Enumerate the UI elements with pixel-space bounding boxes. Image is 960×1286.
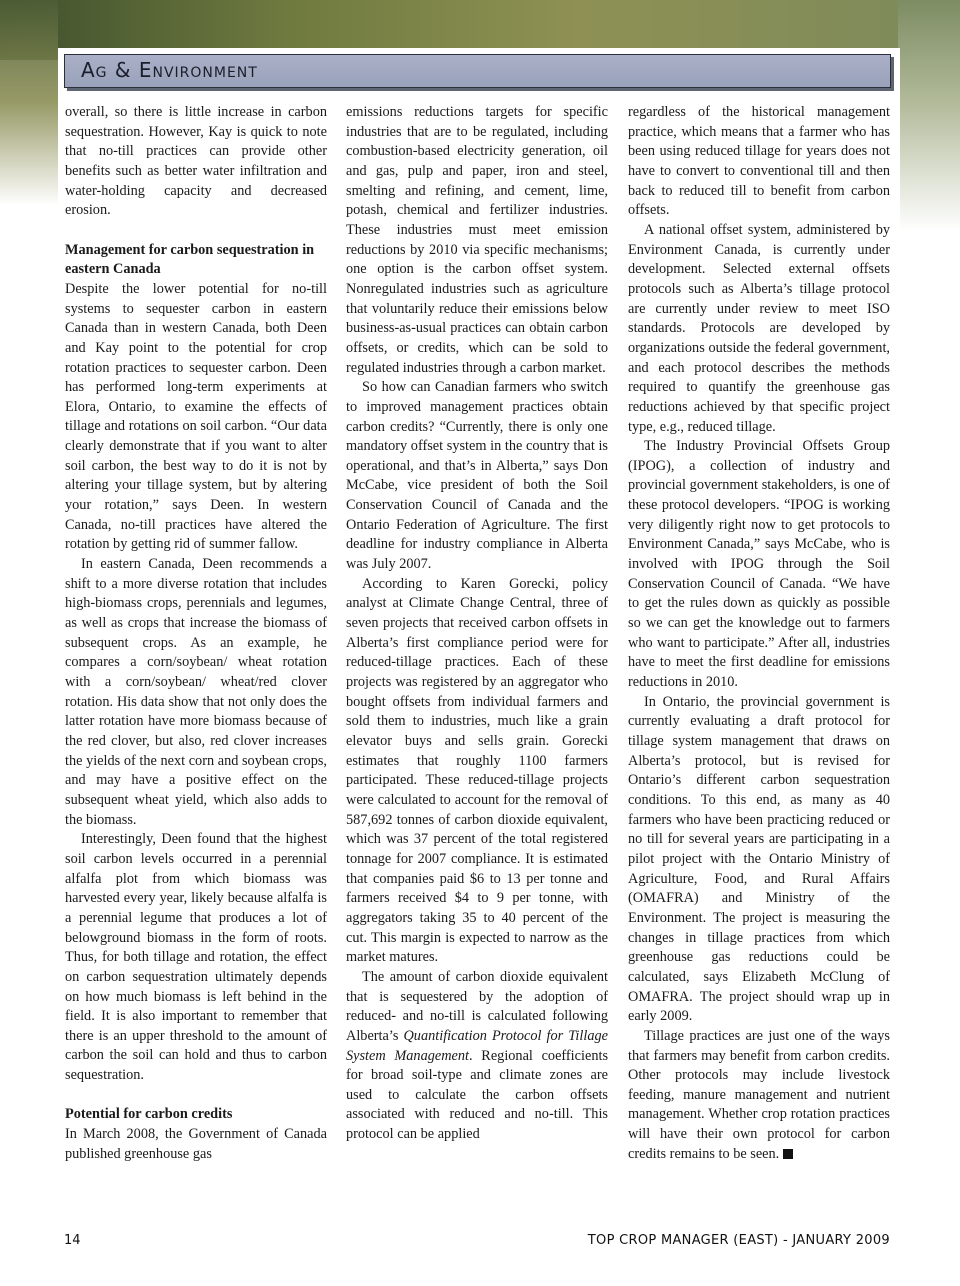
section-title: Ag & Environment xyxy=(81,58,258,82)
paragraph: In Ontario, the provincial government is currently evaluating a draft protocol for tillage system management that draws on Alberta’s protocol, but is revised for Ontario’s different carbon sequestration conditions. To this end, as many as 40 farmers who have been practicing reduced or no till for several years are participating in a pilot project with the Ontario Ministry of Agriculture, Food, and Rural Affairs (OMAFRA) and Ministry of the Environment. The project is measuring the changes in tillage practices from which greenhouse gas reductions could be calculated, says Elizabeth McClung of OMAFRA. The project should wrap up in early 2009. xyxy=(628,693,890,1025)
paragraph: overall, so there is little increase in carbon sequestration. However, Kay is quick to note that no-till practices can provide other benefits such as better water infiltration and water-holding capacity and decreased erosion. xyxy=(65,104,327,219)
publication-footer: TOP CROP MANAGER (EAST) - JANUARY 2009 xyxy=(587,1233,890,1248)
article-column-1 xyxy=(65,103,327,1164)
paragraph: So how can Canadian farmers who switch to improved management practices obtain carbon credits? “Currently, there is only one mandatory offset system in the country that is operational, and that’s in Alberta,” says Don McCabe, vice president of both the Soil Conservation Council of Canada and the Ontario Federation of Agriculture. The first deadline for industry compliance in Alberta was July 2007. xyxy=(346,379,608,573)
section-header-bar xyxy=(64,54,891,88)
paragraph: The Industry Provincial Offsets Group (IPOG), a collection of industry and provincial government stakeholders, is one of these protocol developers. “IPOG is working very diligently right now to get protocols to Environment Canada,” says McCabe, who is involved with IPOG through the Soil Conservation Council of Canada. “We have to get the rules down as quickly as possible so we can get the knowledge out to farmers who want to participate.” After all, industries have to meet the first deadline for emissions reductions in 2010. xyxy=(628,438,890,691)
text-run: Tillage practices are just one of the ways that farmers may benefit from carbon credits. Other protocols may include livestock feeding, manure management and nutrient management. Whether crop rotation practices will have their own protocol for carbon credits remains to be seen. xyxy=(628,1027,890,1162)
protocol-title: Quantification Protocol for Tillage System Management xyxy=(346,1027,608,1064)
paragraph: A national offset system, administered by Environment Canada, is currently under development. Selected external offsets protocols such as Alberta’s tillage protocol are currently under review to meet ISO standards. Protocols are developed by organizations outside the federal government, and each protocol describes the methods required to quantify the greenhouse gas reductions achieved by that specific project type, e.g., reduced tillage. xyxy=(628,221,890,435)
paragraph: Interestingly, Deen found that the highest soil carbon levels occurred in a perennial alfalfa plot from which biomass was harvested every year, likely because alfalfa is a perennial legume that produces a lot of belowground biomass in the form of roots. Thus, for both tillage and rotation, the effect on carbon sequestration ultimately depends on how much biomass is left behind in the field. It is also important to remember that there is an upper threshold to the amount of carbon the soil can hold and thus to carbon sequestration. xyxy=(65,831,327,1084)
paragraph xyxy=(346,968,608,1145)
paragraph: regardless of the historical management practice, which means that a farmer who has been using reduced tillage for years does not have to convert to conventional till and then back to reduced till to benefit from carbon offsets. xyxy=(628,104,890,219)
paragraph: Despite the lower potential for no-till systems to sequester carbon in eastern Canada than in western Canada, both Deen and Kay point to the potential for crop rotation practices to sequester carbon. Deen has performed long-term experiments at Elora, Ontario, to examine the effects of tillage and rotations on soil carbon. “Our data clearly demonstrate that if you want to alter soil carbon, the best way to do it is not by altering your tillage system, but by altering your rotation,” says Deen. In western Canada, no-till practices have altered the rotation by getting rid of summer fallow. xyxy=(65,280,327,553)
text-run: The amount of carbon dioxide equivalent that is sequestered by the adoption of reduced- and no-till is calculated following Alberta’s xyxy=(346,968,608,1044)
paragraph: emissions reductions targets for specific industries that are to be regulated, including combustion-based electricity generation, oil and gas, pulp and paper, iron and steel, smelting and refining, and cement, lime, potash, chemical and fertilizer industries. These industries must meet emission reductions by 2010 via specific mechanisms; one option is the carbon offset system. Nonregulated industries such as agriculture that voluntarily reduce their emissions below business-as-usual practices can obtain carbon offsets, or credits, which can be sold to regulated industries through a carbon market. xyxy=(346,104,608,376)
paragraph xyxy=(628,1027,890,1165)
page-number: 14 xyxy=(64,1233,81,1248)
right-background-photo xyxy=(898,0,960,1286)
paragraph: In eastern Canada, Deen recommends a shift to a more diverse rotation that includes high-biomass crops, perennials and legumes, as well as crops that increase the biomass of subsequent crops. As an example, he compares a corn/soybean/ wheat rotation with a corn/soybean/ wheat/red clover rotation. His data show that not only does the latter rotation have more biomass because of the red clover, but also, red clover increases the yields of the next corn and soybean crops, and may have a positive effect on the subsequent wheat yield, which also adds to the biomass. xyxy=(65,556,327,828)
paragraph: According to Karen Gorecki, policy analyst at Climate Change Central, three of seven projects that received carbon offsets in Alberta’s first compliance period were for reduced-tillage practices. Each of these projects was registered by an aggregator who bought offsets from individual farmers and sold them to industries, much like a grain elevator buys and sells grain. Gorecki estimates that roughly 1100 farmers participated. These reduced-tillage projects were calculated to account for the removal of 587,692 tonnes of carbon dioxide equivalent, which was 37 percent of the total registered tonnage for 2007 compliance. It is estimated that companies paid $6 to 13 per tonne and farmers received $4 to 9 per tonne, with aggregators taking 35 to 40 percent of the cut. This margin is expected to narrow as the market matures. xyxy=(346,575,608,966)
end-of-article-icon xyxy=(783,1149,793,1159)
paragraph: In March 2008, the Government of Canada published greenhouse gas xyxy=(65,1126,327,1162)
left-background-photo xyxy=(0,0,58,1286)
subheading-eastern-canada: Management for carbon sequestration in eastern Canada xyxy=(65,241,315,278)
article-column-3 xyxy=(628,103,890,1164)
subheading-carbon-credits: Potential for carbon credits xyxy=(65,1106,233,1123)
article-column-2 xyxy=(346,103,608,1145)
text-run: . Regional coefficients for broad soil-type and climate zones are used to calculate the carbon offsets associated with reduced and no-till. This protocol can be applied xyxy=(346,1047,609,1143)
